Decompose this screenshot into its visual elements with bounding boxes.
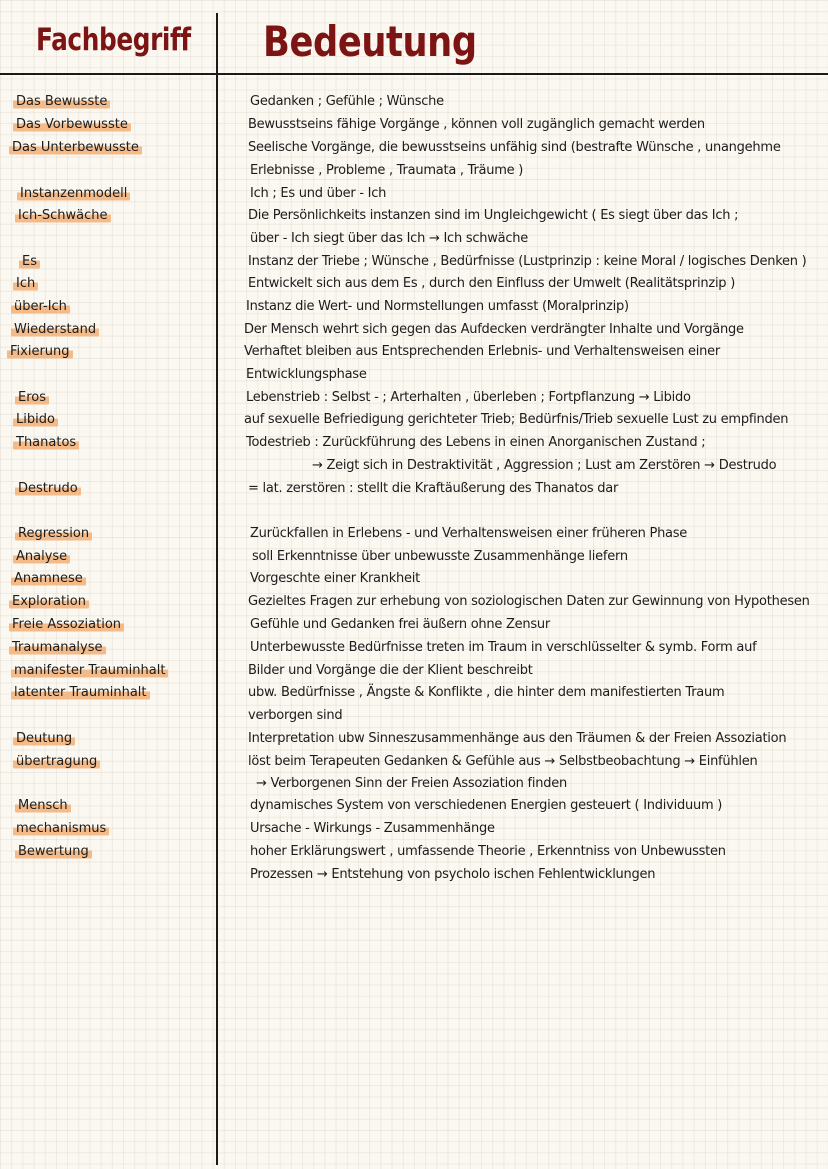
term: Mensch <box>15 798 71 814</box>
definition-line: Vorgeschte einer Krankheit <box>250 571 420 586</box>
definition-line: Interpretation ubw Sinneszusammenhänge aus den Träumen & der Freien Assoziation <box>248 731 787 746</box>
term: über-Ich <box>11 299 70 315</box>
definition-line: Gezieltes Fragen zur erhebung von soziologischen Daten zur Gewinnung von Hypothesen <box>248 594 810 609</box>
definition-line: Entwickelt sich aus dem Es , durch den Einfluss der Umwelt (Realitätsprinzip ) <box>248 276 736 291</box>
term: manifester Trauminhalt <box>11 663 168 679</box>
definition-line: Bilder und Vorgänge die der Klient beschreibt <box>248 663 533 678</box>
definition-line: → Verborgenen Sinn der Freien Assoziation finden <box>256 776 567 791</box>
definition-line: Gefühle und Gedanken frei äußern ohne Zensur <box>250 617 551 632</box>
definition-line: Entwicklungsphase <box>246 367 367 382</box>
definition-line: Die Persönlichkeits instanzen sind im Ungleichgewicht ( Es siegt über das Ich ; <box>248 208 739 223</box>
definition-line: soll Erkenntnisse über unbewusste Zusammenhänge liefern <box>252 549 628 564</box>
term: Libido <box>13 412 58 428</box>
term: Exploration <box>9 594 89 610</box>
term: Das Bewusste <box>13 94 110 110</box>
column-divider <box>216 13 218 1165</box>
term: latenter Trauminhalt <box>11 685 150 701</box>
definition-line: Instanz die Wert- und Normstellungen umfasst (Moralprinzip) <box>246 299 629 314</box>
term: Das Vorbewusste <box>13 117 131 133</box>
term: Freie Assoziation <box>9 617 124 633</box>
term: übertragung <box>13 754 100 770</box>
term: Regression <box>15 526 92 542</box>
definition-line: hoher Erklärungswert , umfassende Theorie , Erkenntniss von Unbewussten <box>250 844 726 859</box>
term: Fixierung <box>7 344 73 360</box>
term: Das Unterbewusste <box>9 140 142 156</box>
term: Destrudo <box>15 481 81 497</box>
term: Eros <box>15 390 49 406</box>
definition-line: Bewusstseins fähige Vorgänge , können voll zugänglich gemacht werden <box>248 117 705 132</box>
definition-line: = lat. zerstören : stellt die Kraftäußerung des Thanatos dar <box>248 481 619 496</box>
term: Ich <box>13 276 38 292</box>
definition-line: verborgen sind <box>248 708 343 723</box>
definition-line: Todestrieb : Zurückführung des Lebens in einen Anorganischen Zustand ; <box>246 435 706 450</box>
term: Analyse <box>13 549 70 565</box>
definition-line: Seelische Vorgänge, die bewusstseins unfähig sind (bestrafte Wünsche , unangehme <box>248 140 781 155</box>
definition-line: über - Ich siegt über das Ich → Ich schwäche <box>250 231 528 246</box>
definition-line: → Zeigt sich in Destraktivität , Aggression ; Lust am Zerstören → Destrudo <box>312 458 777 473</box>
term: Instanzenmodell <box>17 186 130 202</box>
definition-line: Instanz der Triebe ; Wünsche , Bedürfnisse (Lustprinzip : keine Moral / logisches Denken ) <box>248 254 807 269</box>
term: Wiederstand <box>11 322 99 338</box>
header-divider <box>0 73 828 75</box>
definition-line: Unterbewusste Bedürfnisse treten im Traum in verschlüsselter & symb. Form auf <box>250 640 757 655</box>
definition-line: dynamisches System von verschiedenen Energien gesteuert ( Individuum ) <box>250 798 723 813</box>
definition-line: Ursache - Wirkungs - Zusammenhänge <box>250 821 495 836</box>
definition-line: Zurückfallen in Erlebens - und Verhaltensweisen einer früheren Phase <box>250 526 688 541</box>
term: Deutung <box>13 731 75 747</box>
definition-line: ubw. Bedürfnisse , Ängste & Konflikte , die hinter dem manifestierten Traum <box>248 685 725 700</box>
term-column-title: Fachbegriff <box>36 22 191 58</box>
definition-line: Ich ; Es und über - Ich <box>250 186 387 201</box>
term: Thanatos <box>13 435 79 451</box>
term: Anamnese <box>11 571 86 587</box>
definition-line: auf sexuelle Befriedigung gerichteter Trieb; Bedürfnis/Trieb sexuelle Lust zu empfinden <box>244 412 789 427</box>
definition-line: löst beim Terapeuten Gedanken & Gefühle aus → Selbstbeobachtung → Einfühlen <box>248 754 758 769</box>
definition-line: Gedanken ; Gefühle ; Wünsche <box>250 94 444 109</box>
term: Traumanalyse <box>9 640 106 656</box>
definition-line: Verhaftet bleiben aus Entsprechenden Erlebnis- und Verhaltensweisen einer <box>244 344 720 359</box>
definition-line: Erlebnisse , Probleme , Traumata , Träume ) <box>250 163 524 178</box>
definition-line: Der Mensch wehrt sich gegen das Aufdecken verdrängter Inhalte und Vorgänge <box>244 322 744 337</box>
definition-line: Lebenstrieb : Selbst - ; Arterhalten , überleben ; Fortpflanzung → Libido <box>246 390 691 405</box>
header <box>0 0 828 75</box>
definition-line: Prozessen → Entstehung von psycholo ischen Fehlentwicklungen <box>250 867 656 882</box>
term: Es <box>19 254 40 270</box>
meaning-column-title: Bedeutung <box>263 17 477 66</box>
term: mechanismus <box>13 821 109 837</box>
term: Ich-Schwäche <box>15 208 111 224</box>
term: Bewertung <box>15 844 92 860</box>
